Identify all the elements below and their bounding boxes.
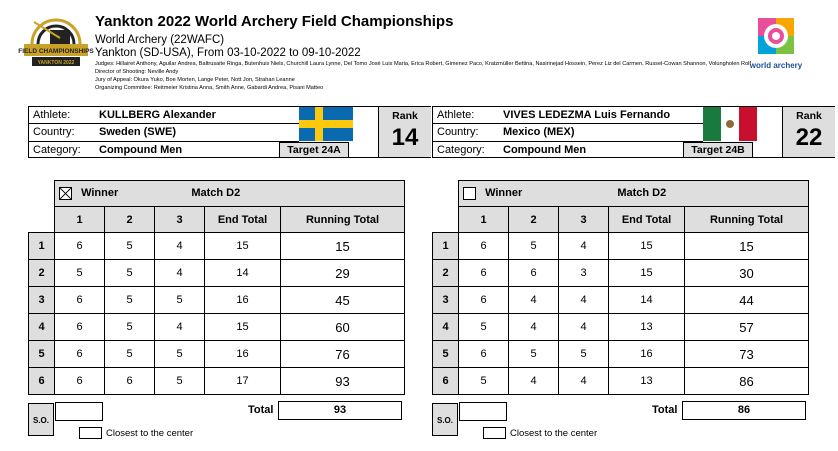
end-number: 4 <box>29 314 55 341</box>
shoot-off-label: S.O. <box>28 403 54 436</box>
table-row <box>433 233 809 260</box>
match-header <box>459 181 809 207</box>
table-row <box>29 314 405 341</box>
end-total: 14 <box>609 287 685 314</box>
category-label: Category: <box>33 144 81 156</box>
arrow-score: 4 <box>559 368 609 395</box>
judges-list: Judges: Hillairet Anthony, Aguilar Andrea, Baltrusaite Ringa, Butenhuis Niels, Churchill Laura Lynne, Del Tomo José Luis Maria, Erica Robert, Gimenez Paco, Kratzmüller Bettina, Nasirinejad Hossein, Perez Liz del Carmen, Russel-Cowan Shannon, Volungholen Rolf <box>95 61 751 67</box>
shoot-off-score[interactable] <box>459 402 507 421</box>
shooting-director: Director of Shooting: Neville Andy <box>95 69 179 75</box>
athlete-category: Compound Men <box>503 144 587 156</box>
running-total: 57 <box>685 314 809 341</box>
end-total: 13 <box>609 368 685 395</box>
target-label: Target 24B <box>683 142 753 158</box>
shoot-off-label: S.O. <box>432 403 458 436</box>
running-total: 93 <box>281 368 405 395</box>
jury-list: Jury of Appeal: Okura Yuko, Boe Morten, Lange Peter, Nott Jon, Strahan Leanne <box>95 77 295 83</box>
arrow-score: 5 <box>509 233 559 260</box>
end-number: 5 <box>433 341 459 368</box>
shoot-off-score[interactable] <box>55 402 103 421</box>
arrow-score: 6 <box>55 287 105 314</box>
arrow-header-3: 3 <box>559 207 609 233</box>
table-row <box>433 260 809 287</box>
end-number: 4 <box>433 314 459 341</box>
arrow-header-2: 2 <box>509 207 559 233</box>
running-total: 76 <box>281 341 405 368</box>
table-row <box>433 341 809 368</box>
arrow-score: 5 <box>155 368 205 395</box>
arrow-score: 4 <box>155 314 205 341</box>
athlete-info-left <box>28 106 431 158</box>
arrow-score: 5 <box>559 341 609 368</box>
arrow-score: 6 <box>459 287 509 314</box>
match-label: Match D2 <box>617 187 667 200</box>
arrow-score: 5 <box>509 341 559 368</box>
end-total: 15 <box>609 233 685 260</box>
end-total: 16 <box>609 341 685 368</box>
end-total-header: End Total <box>205 207 281 233</box>
arrow-score: 4 <box>509 287 559 314</box>
end-number: 6 <box>433 368 459 395</box>
arrow-score: 4 <box>509 368 559 395</box>
arrow-score: 5 <box>459 314 509 341</box>
closest-label: Closest to the center <box>510 428 598 439</box>
arrow-score: 6 <box>55 368 105 395</box>
end-number: 3 <box>433 287 459 314</box>
end-total: 15 <box>205 233 281 260</box>
arrow-score: 6 <box>55 341 105 368</box>
arrow-score: 5 <box>105 287 155 314</box>
arrow-score: 4 <box>155 260 205 287</box>
table-row <box>29 260 405 287</box>
page-title: Yankton 2022 World Archery Field Championships <box>95 13 454 30</box>
arrow-score: 6 <box>55 233 105 260</box>
arrow-score: 5 <box>155 341 205 368</box>
scorecard-right <box>432 180 809 395</box>
arrow-header-3: 3 <box>155 207 205 233</box>
arrow-score: 4 <box>155 233 205 260</box>
total-score: 93 <box>278 401 402 420</box>
end-total: 17 <box>205 368 281 395</box>
logo-left-text: FIELD CHAMPIONSHIPS <box>18 48 94 55</box>
end-total: 15 <box>205 314 281 341</box>
running-total: 15 <box>281 233 405 260</box>
athlete-country: Sweden (SWE) <box>99 126 177 138</box>
end-number: 3 <box>29 287 55 314</box>
arrow-score: 6 <box>509 260 559 287</box>
event-location: Yankton (SD-USA), From 03-10-2022 to 09-10-2022 <box>95 47 361 59</box>
rank-value: 14 <box>391 124 419 151</box>
table-row <box>29 233 405 260</box>
arrow-score: 5 <box>105 260 155 287</box>
closest-checkbox[interactable] <box>79 427 102 439</box>
championship-logo <box>18 14 94 72</box>
arrow-score: 6 <box>459 341 509 368</box>
arrow-score: 5 <box>105 314 155 341</box>
category-label: Category: <box>437 144 485 156</box>
table-row <box>29 341 405 368</box>
arrow-score: 4 <box>509 314 559 341</box>
arrow-score: 4 <box>559 233 609 260</box>
athlete-name: VIVES LEDEZMA Luis Fernando <box>503 109 671 121</box>
athlete-label: Athlete: <box>437 109 475 121</box>
arrow-header-2: 2 <box>105 207 155 233</box>
winner-checkbox[interactable] <box>463 187 476 200</box>
total-label: Total <box>248 404 274 416</box>
running-total: 86 <box>685 368 809 395</box>
closest-checkbox[interactable] <box>483 427 506 439</box>
athlete-name: KULLBERG Alexander <box>99 109 216 121</box>
end-number: 1 <box>433 233 459 260</box>
total-score: 86 <box>682 401 806 420</box>
arrow-score: 5 <box>155 287 205 314</box>
running-total: 45 <box>281 287 405 314</box>
winner-label: Winner <box>485 187 523 200</box>
table-row <box>433 368 809 395</box>
country-label: Country: <box>33 126 75 138</box>
table-row <box>29 287 405 314</box>
end-number: 2 <box>29 260 55 287</box>
arrow-header-1: 1 <box>55 207 105 233</box>
athlete-info-right <box>432 106 835 158</box>
table-row <box>433 314 809 341</box>
running-total: 73 <box>685 341 809 368</box>
arrow-score: 6 <box>459 233 509 260</box>
match-header <box>55 181 405 207</box>
table-row <box>433 287 809 314</box>
event-org: World Archery (22WAFC) <box>95 34 225 46</box>
running-total: 29 <box>281 260 405 287</box>
end-total-header: End Total <box>609 207 685 233</box>
country-label: Country: <box>437 126 479 138</box>
rank-label: Rank <box>392 110 418 122</box>
running-total: 15 <box>685 233 809 260</box>
end-total: 16 <box>205 287 281 314</box>
arrow-score: 6 <box>459 260 509 287</box>
winner-label: Winner <box>81 187 119 200</box>
end-total: 14 <box>205 260 281 287</box>
athlete-label: Athlete: <box>33 109 71 121</box>
arrow-score: 6 <box>105 368 155 395</box>
athlete-category: Compound Men <box>99 144 183 156</box>
end-total: 16 <box>205 341 281 368</box>
rank-label: Rank <box>796 110 822 122</box>
end-number: 1 <box>29 233 55 260</box>
world-archery-logo <box>749 18 806 76</box>
end-number: 6 <box>29 368 55 395</box>
running-total-header: Running Total <box>685 207 809 233</box>
match-label: Match D2 <box>191 187 241 200</box>
end-total: 13 <box>609 314 685 341</box>
arrow-score: 4 <box>559 314 609 341</box>
sweden-flag <box>299 107 353 141</box>
arrow-score: 5 <box>105 233 155 260</box>
arrow-header-1: 1 <box>459 207 509 233</box>
target-label: Target 24A <box>279 142 349 158</box>
end-number: 5 <box>29 341 55 368</box>
committee-list: Organizing Committee: Reitmeier Kristina Anna, Smith Anne, Gabardi Andrea, Pisani Matteo <box>95 85 324 91</box>
arrow-score: 3 <box>559 260 609 287</box>
total-label: Total <box>652 404 678 416</box>
table-row <box>29 368 405 395</box>
arrow-score: 6 <box>55 314 105 341</box>
arrow-score: 5 <box>105 341 155 368</box>
rank-box <box>782 107 835 157</box>
end-total: 15 <box>609 260 685 287</box>
logo-right-text: world archery <box>749 61 803 70</box>
end-number: 2 <box>433 260 459 287</box>
winner-checkbox[interactable] <box>59 187 72 200</box>
running-total: 44 <box>685 287 809 314</box>
closest-label: Closest to the center <box>106 428 194 439</box>
arrow-score: 4 <box>559 287 609 314</box>
athlete-country: Mexico (MEX) <box>503 126 575 138</box>
running-total: 60 <box>281 314 405 341</box>
logo-left-sub: YANKTON 2022 <box>37 60 75 66</box>
running-total-header: Running Total <box>281 207 405 233</box>
arrow-score: 5 <box>55 260 105 287</box>
rank-box <box>378 107 431 157</box>
running-total: 30 <box>685 260 809 287</box>
mexico-flag <box>703 107 757 141</box>
rank-value: 22 <box>795 124 823 151</box>
arrow-score: 5 <box>459 368 509 395</box>
scorecard-left <box>28 180 405 395</box>
